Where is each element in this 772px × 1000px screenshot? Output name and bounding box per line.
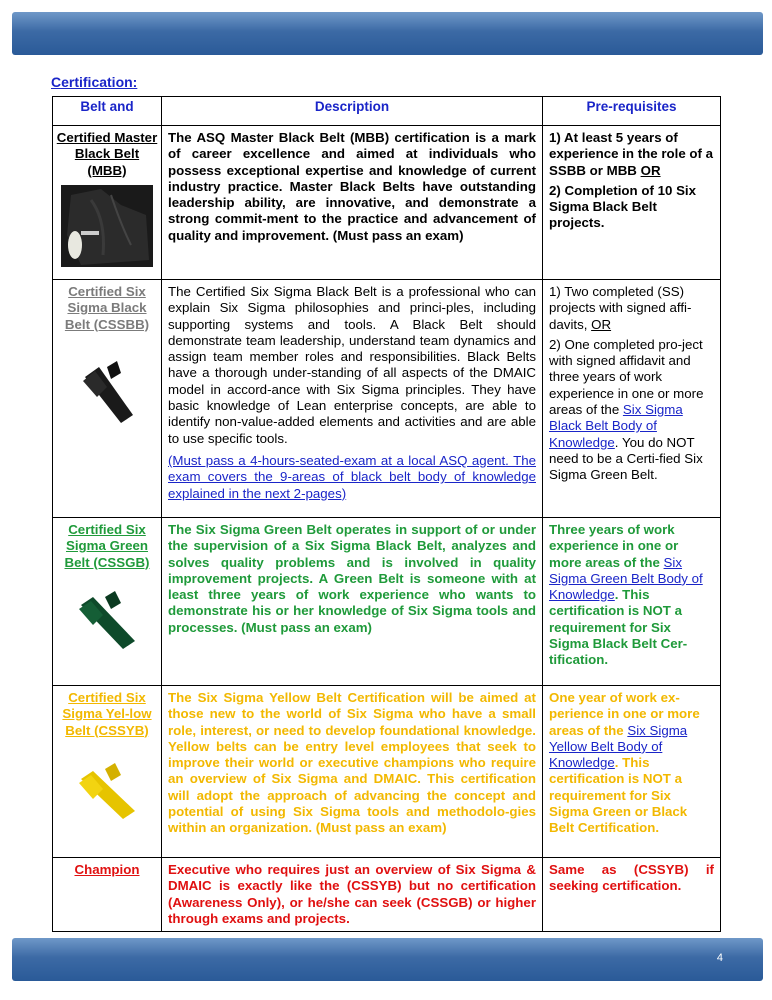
belt-cell-cssbb — [53, 280, 162, 518]
description-cssyb: The Six Sigma Yellow Belt Certification will be aimed at those new to the world of Six Sigma who have a small role, interest, or need to develop foundational knowledge. Yellow belts can be entry level employees that seek to improve their world or executive champions who require an overview of Six Sigma and DMAIC. This certification will adopt the approach of advancing the concept and potential of using Six Sigma tools and methodolo-gies within an organization. (Must pass an exam) — [162, 686, 543, 858]
table-row — [53, 518, 721, 686]
prereq-cssbb — [543, 280, 721, 518]
belt-cell-cssgb — [53, 518, 162, 686]
prereq-cssgb-1 — [549, 522, 714, 669]
prereq-cssbb-2 — [549, 337, 714, 484]
prereq-cssbb-1-text: 1) Two completed (SS) projects with signed affi-davits, — [549, 284, 692, 332]
prereq-cssbb-1 — [549, 284, 714, 333]
green-belt-bok-link[interactable]: Six Sigma Green Belt Body of Knowledge — [549, 554, 703, 603]
description-champion: Executive who requires just an overview of Six Sigma & DMAIC is exactly like the (CSSYB) but no certification (Awareness Only), or he/she can seek (CSSGB) or higher through exams and projects. — [162, 858, 543, 932]
table-header-row — [53, 97, 721, 126]
black-garment-image — [61, 185, 153, 267]
table-row — [53, 280, 721, 518]
prereq-cssgb-text: Three years of work experience in one or more areas of the — [549, 522, 679, 570]
header-description: Description — [162, 97, 543, 126]
description-mbb: The ASQ Master Black Belt (MBB) certification is a mark of career excellence and aimed at individuals who possess exceptional expertise and knowledge of current industry practice. Master Black Belts have outstanding leadership ability, are innovative, and demonstrate a strong commit-ment to the practice and advancement of quality and improvement. (Must pass an exam) — [162, 126, 543, 280]
table-row — [53, 858, 721, 932]
prereq-cssyb-tail: . This certification is NOT a requirement for Six Sigma Green or Black Belt Certification. — [549, 755, 688, 836]
black-belt-image — [77, 357, 137, 427]
belt-cell-cssyb — [53, 686, 162, 858]
belt-name-cssbb: Certified Six Sigma Black Belt (CSSBB) — [64, 284, 150, 332]
prereq-champion: Same as (CSSYB) if seeking certification. — [543, 858, 721, 932]
page-number: 4 — [716, 952, 723, 964]
header-prerequisites: Pre-requisites — [543, 97, 721, 126]
description-cssbb-text: The Certified Six Sigma Black Belt is a professional who can explain Six Sigma philosophies and princi-ples, including supporting systems and tools. A Black Belt should demonstrate team leadership, understand team dynamics and assign team member roles and responsibilities. Black Belts have a thorough under-standing of all aspects of the DMAIC model in accord-ance with Six Sigma principles. They have basic knowledge of Lean enterprise concepts, are able to identify non-value-added elements and activities and are able to use specific tools. — [168, 284, 536, 446]
description-cssgb: The Six Sigma Green Belt operates in support of or under the supervision of a Six Sigma Black Belt, analyzes and solves quality problems and is involved in quality improvement projects. A Green Belt is someone with at least three years of work experience who wants to demonstrate his or her knowledge of Six Sigma tools and processes. (Must pass an exam) — [162, 518, 543, 686]
prereq-cssbb-2-tail: . You do NOT need to be a Certi-fied Six Sigma Green Belt. — [549, 434, 703, 483]
yellow-belt-bok-link[interactable]: Six Sigma Yellow Belt Body of Knowledge — [549, 722, 688, 771]
header-belt: Belt and — [53, 97, 162, 126]
certification-table — [52, 96, 721, 932]
prereq-mbb-or: OR — [640, 162, 661, 178]
prereq-cssyb-1 — [549, 690, 714, 837]
prereq-mbb-1-text: 1) At least 5 years of experience in the role of a SSBB or MBB — [549, 130, 714, 178]
prereq-cssbb-or: OR — [591, 316, 612, 332]
prereq-cssgb-tail: . This certification is NOT a requirement for Six Sigma Black Belt Cer-tification. — [549, 587, 688, 668]
belt-cell-champion — [53, 858, 162, 932]
prereq-cssyb — [543, 686, 721, 858]
belt-name-mbb: Certified Master Black Belt (MBB) — [56, 130, 158, 178]
section-title: Certification: — [51, 74, 138, 90]
yellow-belt-image — [75, 761, 139, 823]
belt-cell-mbb — [53, 126, 162, 280]
belt-name-cssgb: Certified Six Sigma Green Belt (CSSGB) — [64, 522, 150, 570]
belt-name-champion: Champion — [74, 862, 140, 877]
description-cssbb — [162, 280, 543, 518]
green-belt-image — [75, 589, 139, 653]
belt-name-cssyb: Certified Six Sigma Yel-low Belt (CSSYB) — [62, 690, 152, 738]
prereq-cssyb-text: One year of work ex-perience in one or more areas of the — [549, 690, 700, 738]
black-belt-bok-link[interactable]: Six Sigma Black Belt Body of Knowledge — [549, 402, 683, 450]
exam-note-link[interactable]: (Must pass a 4-hours-seated-exam at a local ASQ agent. The exam covers the 9-areas of black belt body of knowledge explained in the next 2-pages) — [168, 452, 536, 501]
footer-banner — [12, 938, 763, 981]
prereq-mbb-2: 2) Completion of 10 Six Sigma Black Belt projects. — [549, 182, 697, 231]
prereq-cssgb — [543, 518, 721, 686]
header-banner — [12, 12, 763, 55]
table-row — [53, 126, 721, 280]
table-row — [53, 686, 721, 858]
prereq-cssbb-2-text: 2) One completed pro-ject with signed affidavit and three years of work experience in one or more areas of the — [549, 336, 704, 418]
prereq-mbb-1 — [549, 130, 714, 179]
prereq-mbb — [543, 126, 721, 280]
